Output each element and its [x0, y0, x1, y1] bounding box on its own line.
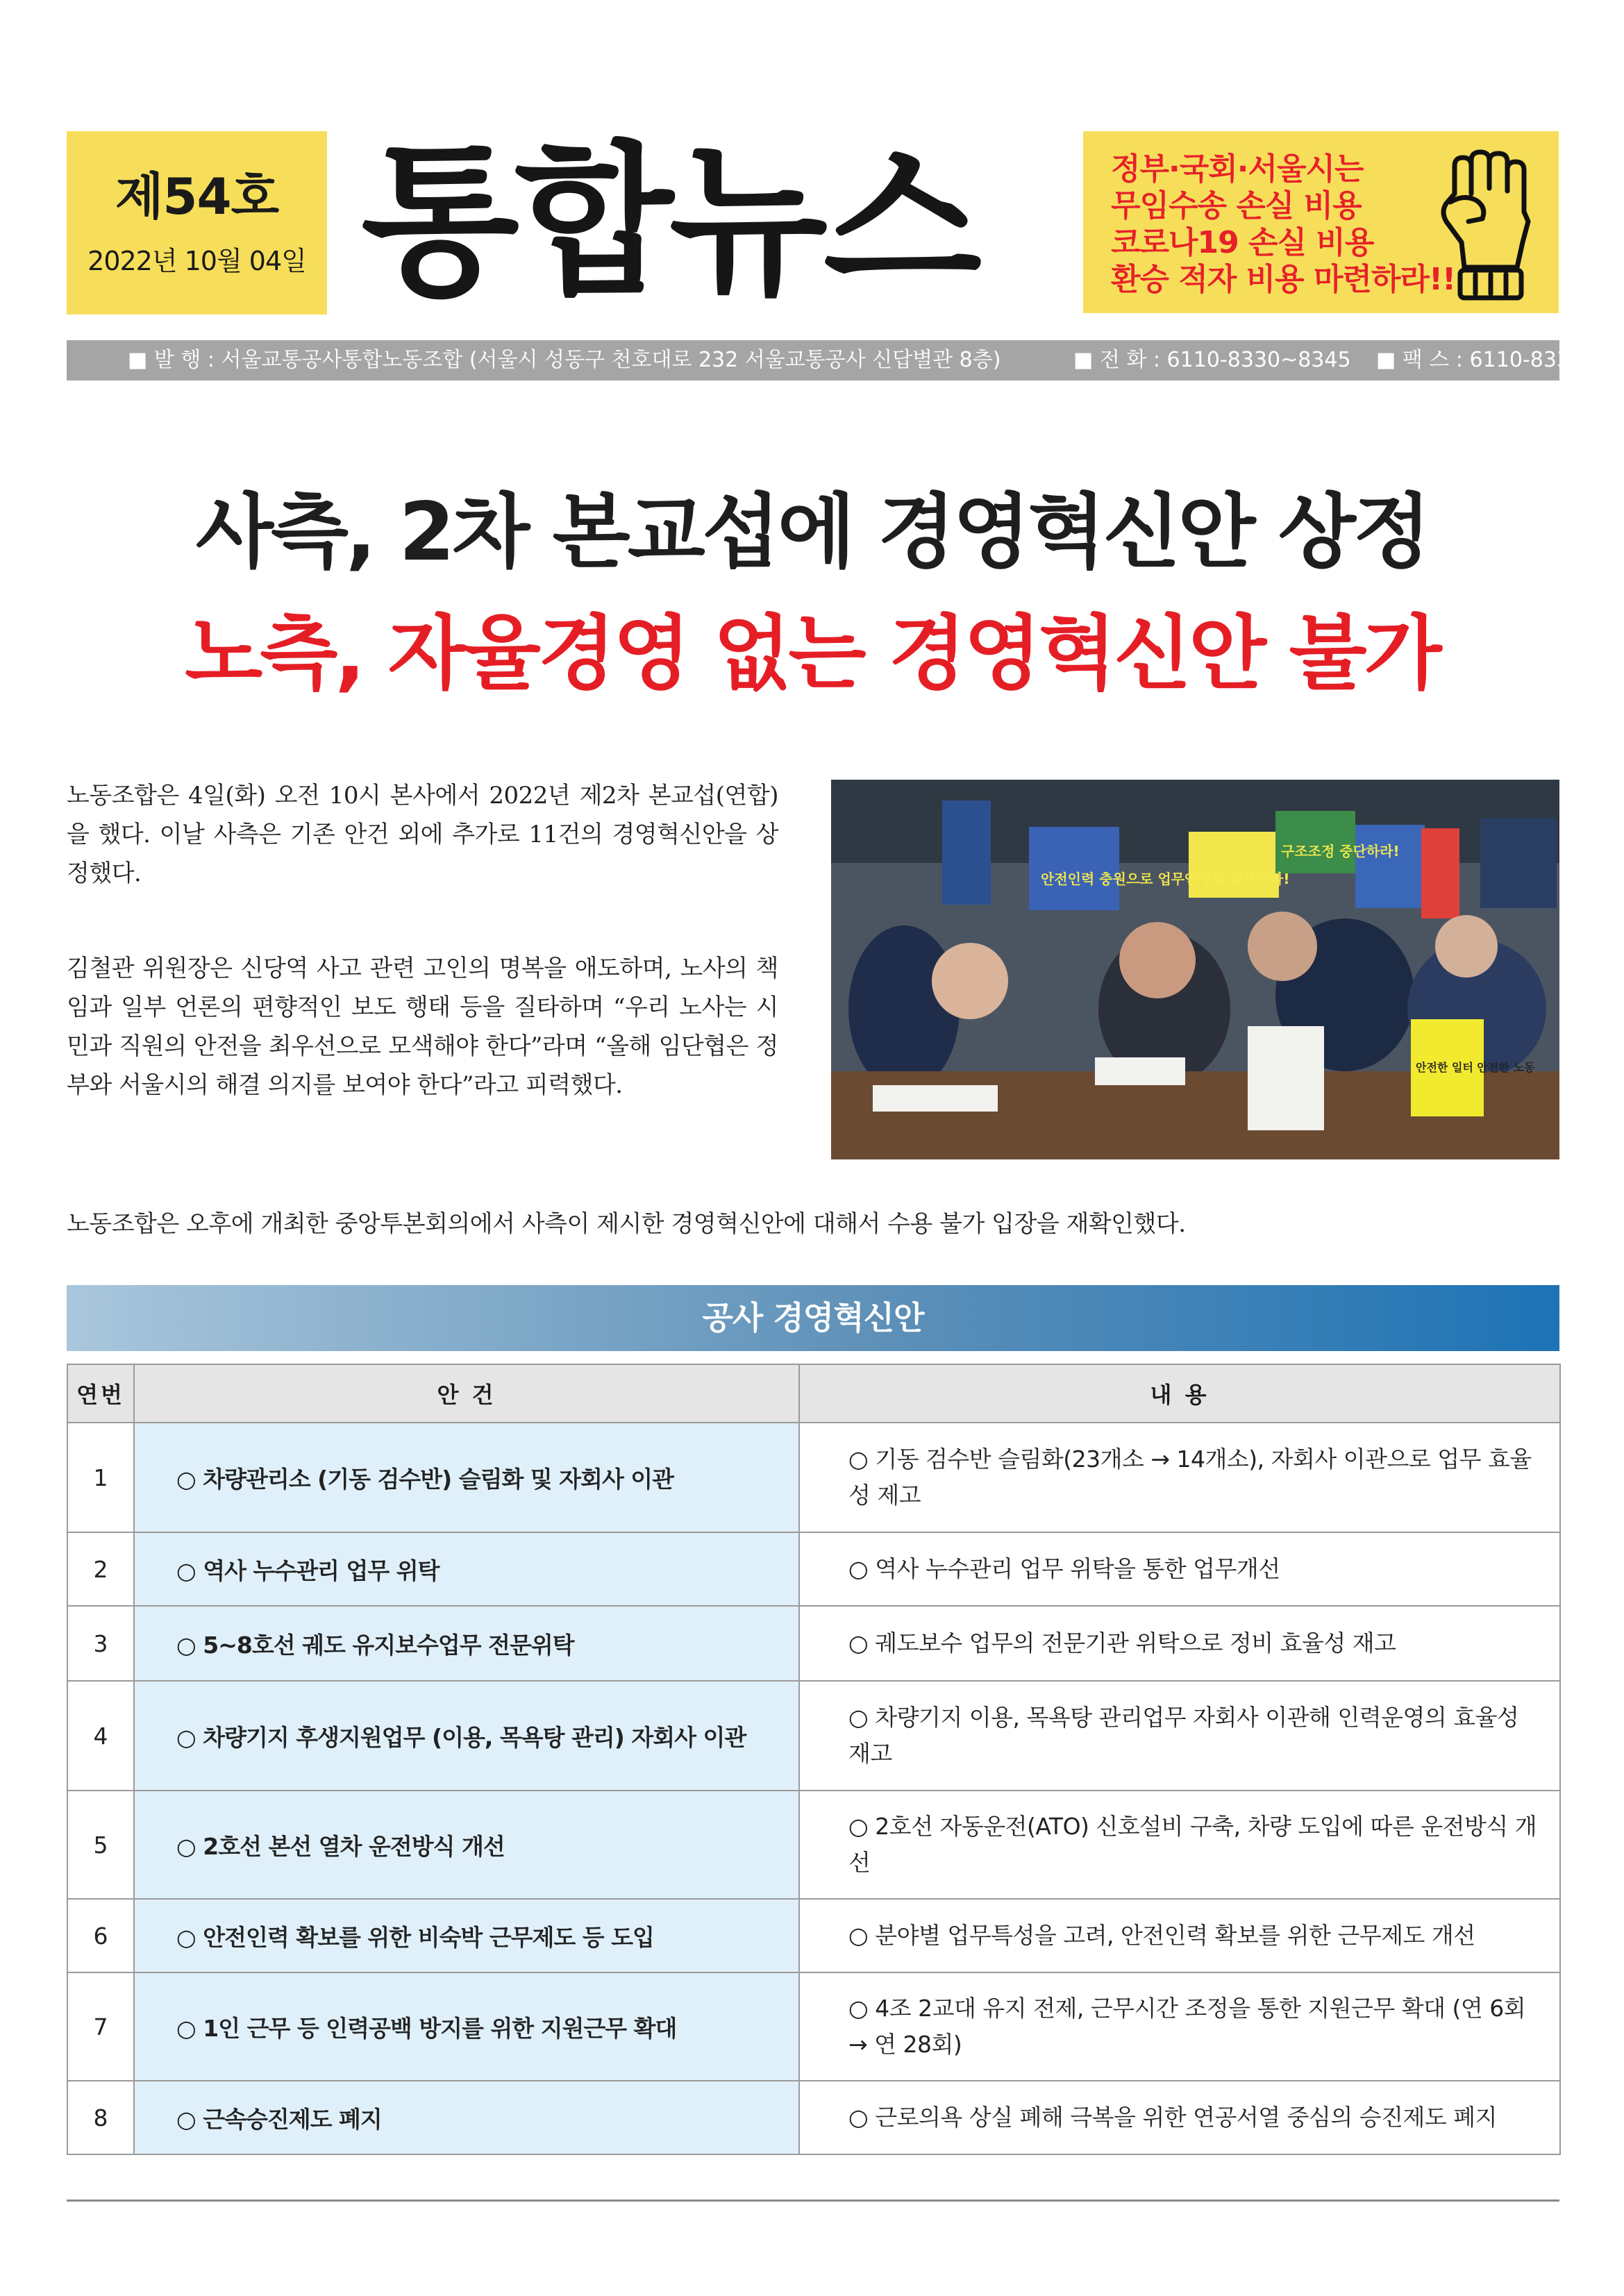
row-number: 1	[67, 1423, 134, 1532]
row-number: 3	[67, 1606, 134, 1681]
row-content: ○ 역사 누수관리 업무 위탁을 통한 업무개선	[799, 1532, 1560, 1606]
slogan-line: 정부·국회·서울시는	[1111, 151, 1364, 187]
column-header-number: 연번	[67, 1364, 134, 1423]
table-row	[67, 1681, 1560, 1791]
row-item: ○ 차량기지 후생지원업무 (이용, 목욕탕 관리) 자회사 이관	[134, 1681, 799, 1791]
row-content: ○ 궤도보수 업무의 전문기관 위탁으로 정비 효율성 재고	[799, 1606, 1560, 1681]
column-header-content: 내 용	[799, 1364, 1560, 1423]
row-number: 6	[67, 1899, 134, 1972]
row-item: ○ 1인 근무 등 인력공백 방지를 위한 지원근무 확대	[134, 1972, 799, 2081]
issue-number: 제54호	[115, 167, 279, 226]
publisher-info: ■ 발 행 : 서울교통공사통합노동조합 (서울시 성동구 천호대로 232 서울교통공사 신답별관 8층)	[128, 348, 1001, 372]
row-item: ○ 2호선 본선 열차 운전방식 개선	[134, 1791, 799, 1899]
row-content: ○ 차량기지 이용, 목욕탕 관리업무 자회사 이관해 인력운영의 효율성 재고	[799, 1681, 1560, 1791]
slogan-text	[1111, 151, 1455, 298]
table-title: 공사 경영혁신안	[67, 1285, 1559, 1351]
table-row	[67, 1532, 1560, 1606]
bottom-divider	[67, 2199, 1559, 2202]
table-row	[67, 1791, 1560, 1899]
photo-sign-text: 안전인력 충원으로 업무안정성 확보하라!	[1041, 871, 1290, 887]
article-paragraph: 노동조합은 오후에 개최한 중앙투본회의에서 사측이 제시한 경영혁신안에 대해서 수용 불가 입장을 재확인했다.	[67, 1210, 1186, 1238]
column-header-item: 안 건	[134, 1364, 799, 1423]
row-number: 2	[67, 1532, 134, 1606]
table-row	[67, 1606, 1560, 1681]
row-number: 7	[67, 1972, 134, 2081]
row-number: 5	[67, 1791, 134, 1899]
row-number: 8	[67, 2081, 134, 2154]
publisher-info-bar	[67, 340, 1584, 380]
table-row	[67, 1972, 1560, 2081]
table-row	[67, 1899, 1560, 1972]
raised-fist-icon	[1434, 145, 1545, 305]
slogan-line: 환승 적자 비용 마련하라!!	[1111, 262, 1456, 297]
headline-primary: 사측, 2차 본교섭에 경영혁신안 상정	[195, 485, 1429, 579]
row-item: ○ 역사 누수관리 업무 위탁	[134, 1532, 799, 1606]
issue-box	[67, 131, 327, 315]
table-row	[67, 2081, 1560, 2154]
phone-info: ■ 전 화 : 6110-8330~8345	[1073, 348, 1351, 372]
article-paragraph: 노동조합은 4일(화) 오전 10시 본사에서 2022년 제2차 본교섭(연합)을 했다. 이날 사측은 기존 안건 외에 추가로 11건의 경영혁신안을 상정했다.	[67, 782, 778, 887]
row-content: ○ 4조 2교대 유지 전제, 근무시간 조정을 통한 지원근무 확대 (연 6회 → 연 28회)	[799, 1972, 1560, 2081]
table-row	[67, 1423, 1560, 1532]
row-item: ○ 안전인력 확보를 위한 비숙박 근무제도 등 도입	[134, 1899, 799, 1972]
table-header-row	[67, 1364, 1560, 1423]
row-number: 4	[67, 1681, 134, 1791]
photo-sign-text: 안전한 일터 안전한 노동	[1416, 1061, 1535, 1074]
row-item: ○ 5~8호선 궤도 유지보수업무 전문위탁	[134, 1606, 799, 1681]
slogan-line: 코로나19 손실 비용	[1111, 225, 1374, 260]
headline-secondary: 노측, 자율경영 없는 경영혁신안 불가	[185, 607, 1439, 701]
article-paragraph: 김철관 위원장은 신당역 사고 관련 고인의 명복을 애도하며, 노사의 책임과 일부 언론의 편향적인 보도 행태 등을 질타하며 “우리 노사는 시민과 직원의 안전을 최우선으로 모색해야 한다”라며 “올해 임단협은 정부와 서울시의 해결 의지를 보여야 한다”라고 피력했다.	[67, 955, 778, 1099]
bargaining-meeting-photo	[831, 780, 1559, 1159]
row-content: ○ 근로의욕 상실 폐해 극복을 위한 연공서열 중심의 승진제도 폐지	[799, 2081, 1560, 2154]
row-content: ○ 분야별 업무특성을 고려, 안전인력 확보를 위한 근무제도 개선	[799, 1899, 1560, 1972]
row-item: ○ 근속승진제도 폐지	[134, 2081, 799, 2154]
issue-date: 2022년 10월 04일	[87, 246, 306, 276]
fax-info: ■ 팩 스 : 6110-8339	[1376, 348, 1584, 372]
row-content: ○ 기동 검수반 슬림화(23개소 → 14개소), 자회사 이관으로 업무 효율성 제고	[799, 1423, 1560, 1532]
management-innovation-table	[67, 1364, 1561, 2155]
slogan-line: 무임수송 손실 비용	[1111, 188, 1362, 224]
photo-sign-text: 구조조정 중단하라!	[1281, 843, 1400, 860]
row-item: ○ 차량관리소 (기동 검수반) 슬림화 및 자회사 이관	[134, 1423, 799, 1532]
newsletter-title: 통합뉴스	[361, 126, 978, 317]
row-content: ○ 2호선 자동운전(ATO) 신호설비 구축, 차량 도입에 따른 운전방식 개선	[799, 1791, 1560, 1899]
slogan-box	[1083, 131, 1559, 313]
